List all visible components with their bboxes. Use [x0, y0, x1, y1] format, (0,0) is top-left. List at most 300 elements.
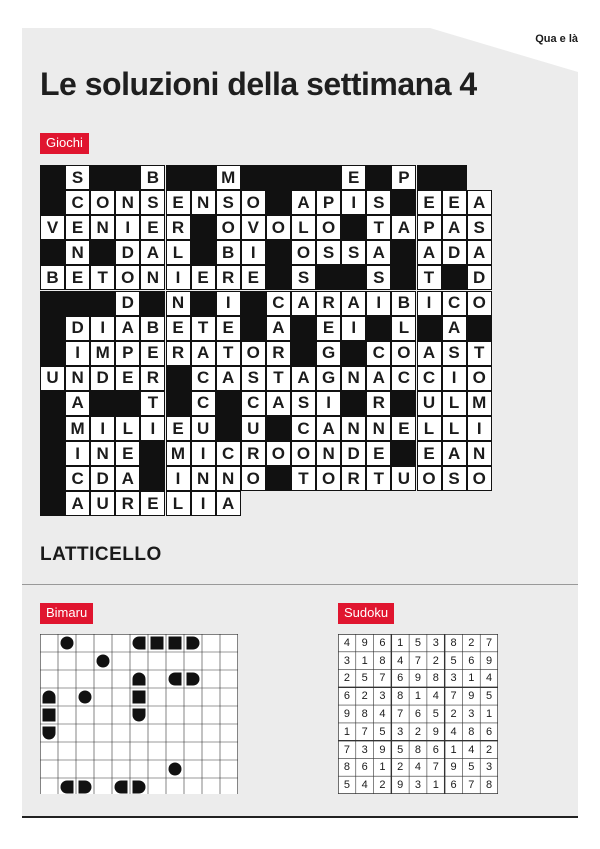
- crossword-letter: A: [297, 293, 310, 312]
- sudoku-cell: 2: [414, 725, 422, 738]
- crossword-letter: S: [473, 217, 485, 237]
- crossword-black-cell: [467, 316, 492, 341]
- crossword-black-cell: [391, 391, 416, 416]
- bimaru-grid: [40, 634, 238, 794]
- crossword-letter: A: [71, 493, 84, 513]
- crossword-solution-word: LATTICELLO: [40, 544, 162, 565]
- crossword-letter: D: [96, 468, 109, 488]
- crossword-cell: [316, 441, 341, 466]
- crossword-cell: [241, 215, 266, 240]
- crossword-black-cell: [341, 341, 366, 366]
- crossword-black-cell: [166, 391, 191, 416]
- sudoku-cell: 5: [361, 672, 368, 685]
- crossword-cell: [216, 190, 241, 215]
- crossword-cell: [140, 366, 165, 391]
- crossword-cell: [140, 240, 165, 265]
- sudoku-cell: 1: [414, 690, 422, 703]
- crossword-cell: [115, 366, 140, 391]
- crossword-cell: [341, 240, 366, 265]
- sudoku-cell: 7: [414, 654, 422, 667]
- crossword-letter: C: [272, 293, 285, 312]
- crossword-black-cell: [90, 291, 115, 316]
- crossword-cell: [467, 416, 492, 441]
- crossword-letter: I: [326, 393, 331, 413]
- crossword-black-cell: [166, 366, 191, 391]
- crossword-cell: [115, 341, 140, 366]
- bimaru-ship-segment: [61, 637, 74, 650]
- crossword-cell: [417, 466, 442, 491]
- crossword-letter: A: [146, 242, 160, 262]
- crossword-letter: U: [96, 493, 109, 513]
- crossword-cell: [65, 265, 90, 290]
- crossword-letter: I: [75, 343, 80, 363]
- crossword-letter: U: [196, 418, 210, 438]
- crossword-cell: [115, 240, 140, 265]
- crossword-cell: [417, 265, 442, 290]
- crossword-cell: [391, 165, 416, 190]
- crossword-letter: S: [247, 368, 259, 388]
- crossword-cell: [166, 291, 191, 316]
- crossword-letter: M: [70, 418, 85, 438]
- crossword-letter: G: [321, 343, 336, 363]
- crossword-cell: [291, 240, 316, 265]
- crossword-cell: [341, 466, 366, 491]
- crossword-cell: [417, 291, 442, 316]
- crossword-letter: A: [121, 468, 134, 488]
- crossword-black-cell: [341, 391, 366, 416]
- crossword-black-cell: [40, 341, 65, 366]
- crossword-cell: [316, 416, 341, 441]
- sudoku-cell: 3: [432, 636, 439, 649]
- crossword-cell: [191, 366, 216, 391]
- sudoku-tag: Sudoku: [338, 603, 394, 624]
- crossword-cell: [90, 416, 115, 441]
- crossword-black-cell: [40, 491, 65, 516]
- crossword-cell: [291, 291, 316, 316]
- crossword-letter: T: [373, 217, 384, 237]
- crossword-letter: I: [100, 318, 106, 338]
- crossword-letter: B: [146, 318, 160, 338]
- crossword-letter: N: [171, 293, 185, 312]
- crossword-letter: R: [272, 343, 285, 363]
- crossword-letter: N: [222, 468, 235, 488]
- crossword-cell: [391, 341, 416, 366]
- sudoku-cell: 6: [414, 707, 422, 720]
- crossword-cell: [216, 265, 241, 290]
- crossword-letter: N: [71, 368, 84, 388]
- crossword-black-cell: [40, 165, 65, 190]
- bimaru-ship-segment: [169, 763, 182, 776]
- sudoku-cell: 6: [432, 743, 439, 756]
- crossword-letter: E: [147, 493, 159, 513]
- crossword-letter: N: [96, 443, 109, 463]
- sudoku-cell: 1: [397, 636, 404, 649]
- crossword-letter: I: [225, 293, 231, 312]
- crossword-cell: [417, 215, 442, 240]
- sudoku-cell: 5: [468, 761, 475, 774]
- crossword-letter: I: [426, 293, 432, 312]
- crossword-letter: I: [150, 418, 156, 438]
- crossword-letter: M: [221, 167, 236, 187]
- sudoku-cell: 6: [343, 690, 350, 703]
- crossword-letter: O: [397, 343, 411, 363]
- crossword-letter: A: [422, 343, 436, 363]
- crossword-black-cell: [216, 416, 241, 441]
- crossword-cell: [140, 165, 165, 190]
- crossword-cell: [366, 265, 391, 290]
- crossword-cell: [166, 316, 191, 341]
- crossword-letter: R: [171, 343, 185, 363]
- bimaru-ship-segment: [187, 637, 200, 650]
- bimaru-ship-segment: [61, 781, 74, 794]
- crossword-black-cell: [391, 240, 416, 265]
- crossword-cell: [266, 215, 291, 240]
- crossword-cell: [341, 366, 366, 391]
- sudoku-cell: 9: [361, 636, 368, 649]
- sudoku-cell: 3: [414, 779, 422, 792]
- crossword-cell: [341, 165, 366, 190]
- crossword-cell: [366, 215, 391, 240]
- crossword-letter: C: [196, 393, 210, 413]
- crossword-letter: I: [351, 318, 357, 338]
- crossword-black-cell: [140, 291, 165, 316]
- crossword-cell: [191, 416, 216, 441]
- crossword-black-cell: [266, 165, 291, 190]
- crossword-letter: B: [397, 293, 411, 312]
- crossword-letter: A: [272, 393, 285, 413]
- crossword-black-cell: [115, 165, 140, 190]
- sudoku-cell: 8: [343, 761, 350, 774]
- crossword-cell: [140, 265, 165, 290]
- crossword-letter: B: [46, 267, 59, 287]
- crossword-cell: [442, 240, 467, 265]
- crossword-letter: D: [121, 293, 134, 312]
- crossword-cell: [115, 215, 140, 240]
- crossword-letter: A: [272, 318, 285, 338]
- crossword-letter: C: [71, 192, 84, 212]
- crossword-cell: [266, 366, 291, 391]
- sudoku-cell: 3: [450, 672, 457, 685]
- crossword-cell: [216, 466, 241, 491]
- crossword-letter: E: [122, 443, 134, 463]
- crossword-cell: [442, 341, 467, 366]
- sudoku-cell: 7: [361, 725, 368, 738]
- crossword-cell: [316, 366, 341, 391]
- crossword-letter: M: [472, 393, 487, 413]
- crossword-cell: [417, 416, 442, 441]
- sudoku-cell: 2: [486, 743, 493, 756]
- crossword-black-cell: [90, 391, 115, 416]
- crossword-letter: A: [347, 293, 360, 312]
- crossword-cell: [115, 265, 140, 290]
- crossword-cell: [442, 316, 467, 341]
- sudoku-cell: 1: [468, 672, 475, 685]
- crossword-cell: [191, 316, 216, 341]
- crossword-letter: N: [96, 217, 109, 237]
- crossword-letter: T: [298, 468, 309, 488]
- crossword-letter: C: [297, 418, 310, 438]
- sudoku-cell: 1: [343, 725, 350, 738]
- crossword-letter: L: [448, 418, 460, 438]
- crossword-black-cell: [391, 190, 416, 215]
- crossword-letter: R: [171, 217, 185, 237]
- crossword-letter: I: [351, 192, 357, 212]
- crossword-letter: I: [100, 418, 106, 438]
- crossword-black-cell: [241, 291, 266, 316]
- crossword-cell: [115, 291, 140, 316]
- crossword-cell: [316, 190, 341, 215]
- crossword-cell: [266, 391, 291, 416]
- crossword-cell: [241, 366, 266, 391]
- crossword-cell: [65, 165, 90, 190]
- crossword-black-cell: [266, 466, 291, 491]
- section-divider: [22, 584, 578, 585]
- crossword-letter: T: [273, 368, 284, 388]
- sudoku-cell: 1: [486, 707, 493, 720]
- sudoku-cell: 2: [379, 779, 386, 792]
- crossword-cell: [291, 190, 316, 215]
- crossword-letter: B: [222, 242, 235, 262]
- crossword-letter: I: [451, 368, 457, 388]
- crossword-cell: [166, 341, 191, 366]
- crossword-cell: [241, 265, 266, 290]
- sudoku-cell: 8: [379, 654, 386, 667]
- crossword-black-cell: [241, 316, 266, 341]
- crossword-cell: [191, 466, 216, 491]
- crossword-cell: [191, 391, 216, 416]
- crossword-letter: E: [398, 418, 410, 438]
- crossword-letter: A: [372, 368, 385, 388]
- crossword-cell: [291, 215, 316, 240]
- crossword-cell: [467, 215, 492, 240]
- crossword-cell: [266, 291, 291, 316]
- sudoku-cell: 4: [468, 743, 475, 756]
- crossword-cell: [216, 316, 241, 341]
- crossword-letter: R: [121, 493, 134, 513]
- crossword-black-cell: [291, 316, 316, 341]
- bimaru-ship-segment: [79, 691, 92, 704]
- sudoku-cell: 9: [432, 725, 439, 738]
- crossword-letter: A: [297, 368, 310, 388]
- crossword-cell: [216, 215, 241, 240]
- crossword-cell: [417, 441, 442, 466]
- crossword-letter: O: [472, 293, 486, 312]
- crossword-letter: A: [71, 393, 84, 413]
- crossword-black-cell: [266, 265, 291, 290]
- crossword-cell: [467, 341, 492, 366]
- crossword-black-cell: [191, 240, 216, 265]
- crossword-letter: E: [172, 318, 184, 338]
- sudoku-cell: 8: [432, 672, 439, 685]
- crossword-black-cell: [391, 265, 416, 290]
- crossword-cell: [241, 341, 266, 366]
- sudoku-cell: 6: [379, 636, 386, 649]
- sudoku-cell: 8: [397, 690, 404, 703]
- crossword-cell: [316, 215, 341, 240]
- crossword-letter: E: [172, 192, 184, 212]
- sudoku-cell: 8: [468, 725, 475, 738]
- bimaru-ship-segment: [133, 709, 146, 722]
- crossword-letter: M: [95, 343, 110, 363]
- crossword-cell: [216, 291, 241, 316]
- crossword-cell: [65, 366, 90, 391]
- bimaru-ship-segment: [169, 673, 182, 686]
- crossword-letter: N: [196, 468, 210, 488]
- crossword-cell: [90, 316, 115, 341]
- sudoku-cell: 9: [450, 761, 457, 774]
- crossword-letter: S: [348, 242, 360, 262]
- sudoku-cell: 1: [450, 743, 457, 756]
- crossword-cell: [467, 265, 492, 290]
- page-title: Le soluzioni della settimana 4: [40, 66, 477, 102]
- crossword-cell: [166, 265, 191, 290]
- crossword-cell: [166, 441, 191, 466]
- crossword-cell: [90, 466, 115, 491]
- sudoku-grid: [338, 634, 498, 794]
- crossword-letter: T: [147, 393, 159, 413]
- bimaru-ship-segment: [97, 655, 110, 668]
- crossword-cell: [140, 341, 165, 366]
- crossword-cell: [442, 366, 467, 391]
- crossword-cell: [417, 240, 442, 265]
- crossword-cell: [140, 190, 165, 215]
- crossword-letter: E: [247, 267, 259, 287]
- crossword-letter: A: [121, 318, 134, 338]
- crossword-letter: O: [271, 443, 285, 463]
- crossword-letter: S: [222, 192, 234, 212]
- crossword-black-cell: [40, 316, 65, 341]
- crossword-letter: S: [448, 468, 460, 488]
- sudoku-cell: 3: [361, 743, 368, 756]
- crossword-letter: U: [422, 393, 436, 413]
- crossword-black-cell: [90, 240, 115, 265]
- sudoku-cell: 5: [450, 654, 457, 667]
- crossword-letter: A: [196, 343, 210, 363]
- sudoku-cell: 1: [379, 761, 386, 774]
- crossword-letter: D: [121, 242, 134, 262]
- crossword-cell: [90, 366, 115, 391]
- crossword-black-cell: [65, 291, 90, 316]
- crossword-cell: [391, 366, 416, 391]
- crossword-cell: [241, 441, 266, 466]
- sudoku-cell: 2: [468, 636, 475, 649]
- sudoku-cell: 6: [450, 779, 457, 792]
- crossword-letter: D: [447, 242, 461, 262]
- crossword-cell: [316, 316, 341, 341]
- crossword-cell: [216, 341, 241, 366]
- sudoku-cell: 3: [486, 761, 493, 774]
- crossword-cell: [366, 291, 391, 316]
- sudoku-cell: 8: [450, 636, 457, 649]
- crossword-cell: [316, 341, 341, 366]
- crossword-cell: [266, 316, 291, 341]
- crossword-black-cell: [417, 316, 442, 341]
- crossword-black-cell: [40, 291, 65, 316]
- crossword-cell: [241, 416, 266, 441]
- crossword-cell: [467, 391, 492, 416]
- crossword-cell: [391, 215, 416, 240]
- crossword-letter: L: [122, 418, 133, 438]
- crossword-letter: R: [247, 443, 260, 463]
- crossword-black-cell: [191, 165, 216, 190]
- crossword-cell: [65, 240, 90, 265]
- crossword-cell: [442, 215, 467, 240]
- crossword-letter: A: [422, 242, 436, 262]
- crossword-letter: O: [296, 242, 311, 262]
- sudoku-cell: 7: [379, 672, 386, 685]
- crossword-letter: P: [322, 192, 335, 212]
- sudoku-cell: 7: [486, 636, 493, 649]
- crossword-letter: C: [222, 443, 235, 463]
- crossword-letter: D: [96, 368, 109, 388]
- crossword-letter: C: [247, 393, 260, 413]
- sudoku-cell: 2: [450, 707, 457, 720]
- crossword-cell: [90, 441, 115, 466]
- crossword-letter: C: [196, 368, 210, 388]
- sudoku-cell: 2: [432, 654, 439, 667]
- sudoku-cell: 1: [432, 779, 439, 792]
- crossword-letter: N: [372, 418, 385, 438]
- crossword-letter: O: [246, 468, 260, 488]
- crossword-cell: [65, 316, 90, 341]
- crossword-letter: O: [246, 343, 260, 363]
- crossword-cell: [366, 391, 391, 416]
- crossword-letter: A: [222, 368, 235, 388]
- crossword-letter: N: [347, 368, 360, 388]
- crossword-cell: [391, 316, 416, 341]
- crossword-cell: [291, 366, 316, 391]
- crossword-black-cell: [191, 291, 216, 316]
- crossword-black-cell: [90, 165, 115, 190]
- sudoku-cell: 5: [397, 743, 404, 756]
- sudoku-cell: 6: [397, 672, 404, 685]
- crossword-black-cell: [40, 466, 65, 491]
- crossword-cell: [291, 441, 316, 466]
- bottom-rule: [22, 816, 578, 818]
- crossword-letter: L: [298, 217, 309, 237]
- crossword-letter: N: [473, 443, 486, 463]
- crossword-letter: E: [71, 267, 84, 287]
- crossword-letter: P: [122, 343, 134, 363]
- crossword-cell: [366, 441, 391, 466]
- crossword-black-cell: [140, 441, 165, 466]
- crossword-letter: O: [321, 217, 336, 237]
- crossword-letter: I: [200, 443, 206, 463]
- crossword-cell: [366, 366, 391, 391]
- crossword-letter: T: [473, 343, 485, 363]
- crossword-cell: [316, 391, 341, 416]
- crossword-letter: E: [423, 443, 435, 463]
- crossword-cell: [140, 215, 165, 240]
- sudoku-cell: 9: [468, 690, 475, 703]
- crossword-cell: [316, 291, 341, 316]
- crossword-black-cell: [191, 215, 216, 240]
- crossword-cell: [191, 491, 216, 516]
- crossword-black-cell: [266, 190, 291, 215]
- sudoku-cell: 5: [432, 707, 439, 720]
- crossword-letter: O: [271, 217, 285, 237]
- crossword-cell: [341, 291, 366, 316]
- crossword-letter: N: [322, 443, 335, 463]
- crossword-letter: E: [122, 368, 134, 388]
- crossword-letter: V: [46, 217, 59, 237]
- sudoku-cell: 4: [432, 690, 439, 703]
- crossword-cell: [140, 391, 165, 416]
- crossword-cell: [166, 240, 191, 265]
- crossword-cell: [115, 190, 140, 215]
- sudoku-cell: 9: [414, 672, 422, 685]
- sudoku-cell: 6: [486, 725, 493, 738]
